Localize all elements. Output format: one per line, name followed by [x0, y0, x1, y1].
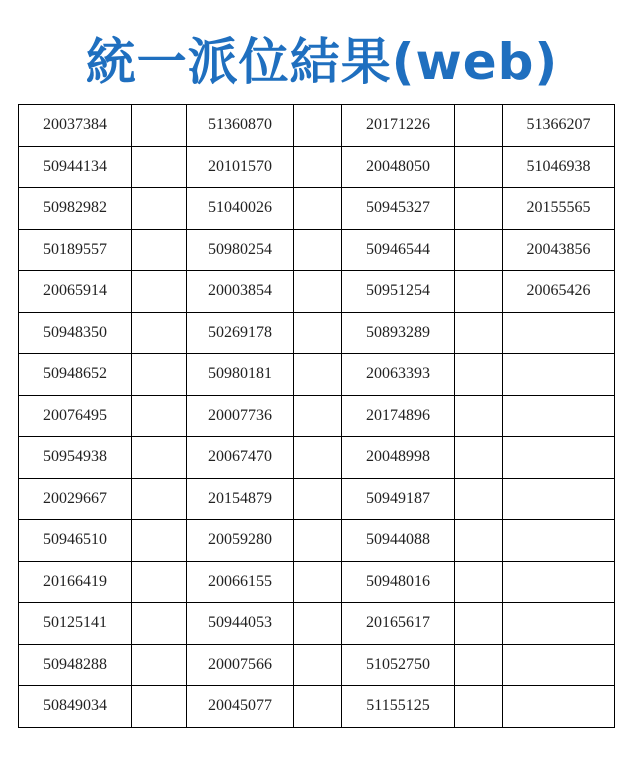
- blank-cell: [132, 478, 187, 520]
- blank-cell: [132, 395, 187, 437]
- student-id-cell: 20007566: [187, 644, 294, 686]
- student-id-cell: 20003854: [187, 271, 294, 313]
- student-id-cell: [503, 437, 615, 479]
- blank-cell: [294, 478, 342, 520]
- student-id-cell: 20037384: [19, 105, 132, 147]
- student-id-cell: [503, 312, 615, 354]
- table-row: [19, 312, 615, 354]
- student-id-cell: 50944088: [342, 520, 455, 562]
- blank-cell: [294, 520, 342, 562]
- student-id-cell: 50269178: [187, 312, 294, 354]
- student-id-cell: 50944053: [187, 603, 294, 645]
- student-id-cell: 50980181: [187, 354, 294, 396]
- blank-cell: [294, 686, 342, 728]
- student-id-cell: 20065426: [503, 271, 615, 313]
- blank-cell: [294, 354, 342, 396]
- blank-cell: [455, 271, 503, 313]
- student-id-cell: 20165617: [342, 603, 455, 645]
- blank-cell: [455, 229, 503, 271]
- blank-cell: [132, 105, 187, 147]
- blank-cell: [294, 644, 342, 686]
- student-id-cell: 50949187: [342, 478, 455, 520]
- student-id-cell: 50945327: [342, 188, 455, 230]
- blank-cell: [455, 520, 503, 562]
- blank-cell: [294, 146, 342, 188]
- table-row: [19, 105, 615, 147]
- blank-cell: [132, 603, 187, 645]
- student-id-cell: 20065914: [19, 271, 132, 313]
- table-row: [19, 520, 615, 562]
- student-id-cell: 20029667: [19, 478, 132, 520]
- table-row: [19, 354, 615, 396]
- student-id-cell: [503, 520, 615, 562]
- student-id-cell: 20076495: [19, 395, 132, 437]
- blank-cell: [132, 354, 187, 396]
- blank-cell: [455, 312, 503, 354]
- student-id-cell: [503, 478, 615, 520]
- student-id-cell: 20045077: [187, 686, 294, 728]
- student-id-cell: [503, 686, 615, 728]
- student-id-cell: [503, 395, 615, 437]
- student-id-cell: 20063393: [342, 354, 455, 396]
- student-id-cell: 20048050: [342, 146, 455, 188]
- blank-cell: [294, 271, 342, 313]
- student-id-cell: 20007736: [187, 395, 294, 437]
- student-id-cell: 50982982: [19, 188, 132, 230]
- blank-cell: [455, 686, 503, 728]
- student-id-cell: 20043856: [503, 229, 615, 271]
- table-row: [19, 395, 615, 437]
- student-id-cell: 51360870: [187, 105, 294, 147]
- student-id-cell: 50948350: [19, 312, 132, 354]
- blank-cell: [455, 146, 503, 188]
- student-id-cell: 50944134: [19, 146, 132, 188]
- blank-cell: [455, 478, 503, 520]
- results-table-body: [19, 105, 615, 728]
- student-id-cell: 20048998: [342, 437, 455, 479]
- student-id-cell: 50189557: [19, 229, 132, 271]
- student-id-cell: 50980254: [187, 229, 294, 271]
- table-row: [19, 146, 615, 188]
- student-id-cell: [503, 561, 615, 603]
- student-id-cell: 20174896: [342, 395, 455, 437]
- table-row: [19, 188, 615, 230]
- table-row: [19, 686, 615, 728]
- table-row: [19, 478, 615, 520]
- student-id-cell: 50946544: [342, 229, 455, 271]
- student-id-cell: 20059280: [187, 520, 294, 562]
- student-id-cell: 51366207: [503, 105, 615, 147]
- student-id-cell: 50946510: [19, 520, 132, 562]
- student-id-cell: 50948016: [342, 561, 455, 603]
- blank-cell: [455, 395, 503, 437]
- blank-cell: [455, 644, 503, 686]
- student-id-cell: 51052750: [342, 644, 455, 686]
- student-id-cell: 20067470: [187, 437, 294, 479]
- student-id-cell: 50954938: [19, 437, 132, 479]
- blank-cell: [132, 686, 187, 728]
- table-row: [19, 603, 615, 645]
- student-id-cell: 20155565: [503, 188, 615, 230]
- blank-cell: [132, 146, 187, 188]
- blank-cell: [294, 312, 342, 354]
- blank-cell: [294, 395, 342, 437]
- student-id-cell: 20066155: [187, 561, 294, 603]
- blank-cell: [132, 520, 187, 562]
- student-id-cell: 20154879: [187, 478, 294, 520]
- blank-cell: [294, 229, 342, 271]
- blank-cell: [132, 188, 187, 230]
- blank-cell: [132, 561, 187, 603]
- page-title: 統一派位結果(web): [85, 33, 559, 91]
- blank-cell: [455, 561, 503, 603]
- student-id-cell: 50893289: [342, 312, 455, 354]
- student-id-cell: 50948288: [19, 644, 132, 686]
- table-row: [19, 229, 615, 271]
- student-id-cell: 50849034: [19, 686, 132, 728]
- blank-cell: [294, 561, 342, 603]
- table-row: [19, 271, 615, 313]
- table-row: [19, 437, 615, 479]
- blank-cell: [294, 188, 342, 230]
- blank-cell: [455, 105, 503, 147]
- student-id-cell: 20101570: [187, 146, 294, 188]
- student-id-cell: 20166419: [19, 561, 132, 603]
- student-id-cell: [503, 603, 615, 645]
- table-row: [19, 644, 615, 686]
- blank-cell: [455, 437, 503, 479]
- blank-cell: [455, 354, 503, 396]
- blank-cell: [455, 188, 503, 230]
- blank-cell: [132, 312, 187, 354]
- student-id-cell: [503, 644, 615, 686]
- table-row: [19, 561, 615, 603]
- student-id-cell: 51040026: [187, 188, 294, 230]
- blank-cell: [132, 644, 187, 686]
- blank-cell: [132, 229, 187, 271]
- blank-cell: [294, 603, 342, 645]
- blank-cell: [294, 437, 342, 479]
- student-id-cell: 51155125: [342, 686, 455, 728]
- blank-cell: [132, 437, 187, 479]
- student-id-cell: 50125141: [19, 603, 132, 645]
- student-id-cell: 50951254: [342, 271, 455, 313]
- allocation-results-table: [18, 104, 615, 728]
- student-id-cell: 51046938: [503, 146, 615, 188]
- student-id-cell: 50948652: [19, 354, 132, 396]
- blank-cell: [294, 105, 342, 147]
- blank-cell: [132, 271, 187, 313]
- student-id-cell: 20171226: [342, 105, 455, 147]
- blank-cell: [455, 603, 503, 645]
- student-id-cell: [503, 354, 615, 396]
